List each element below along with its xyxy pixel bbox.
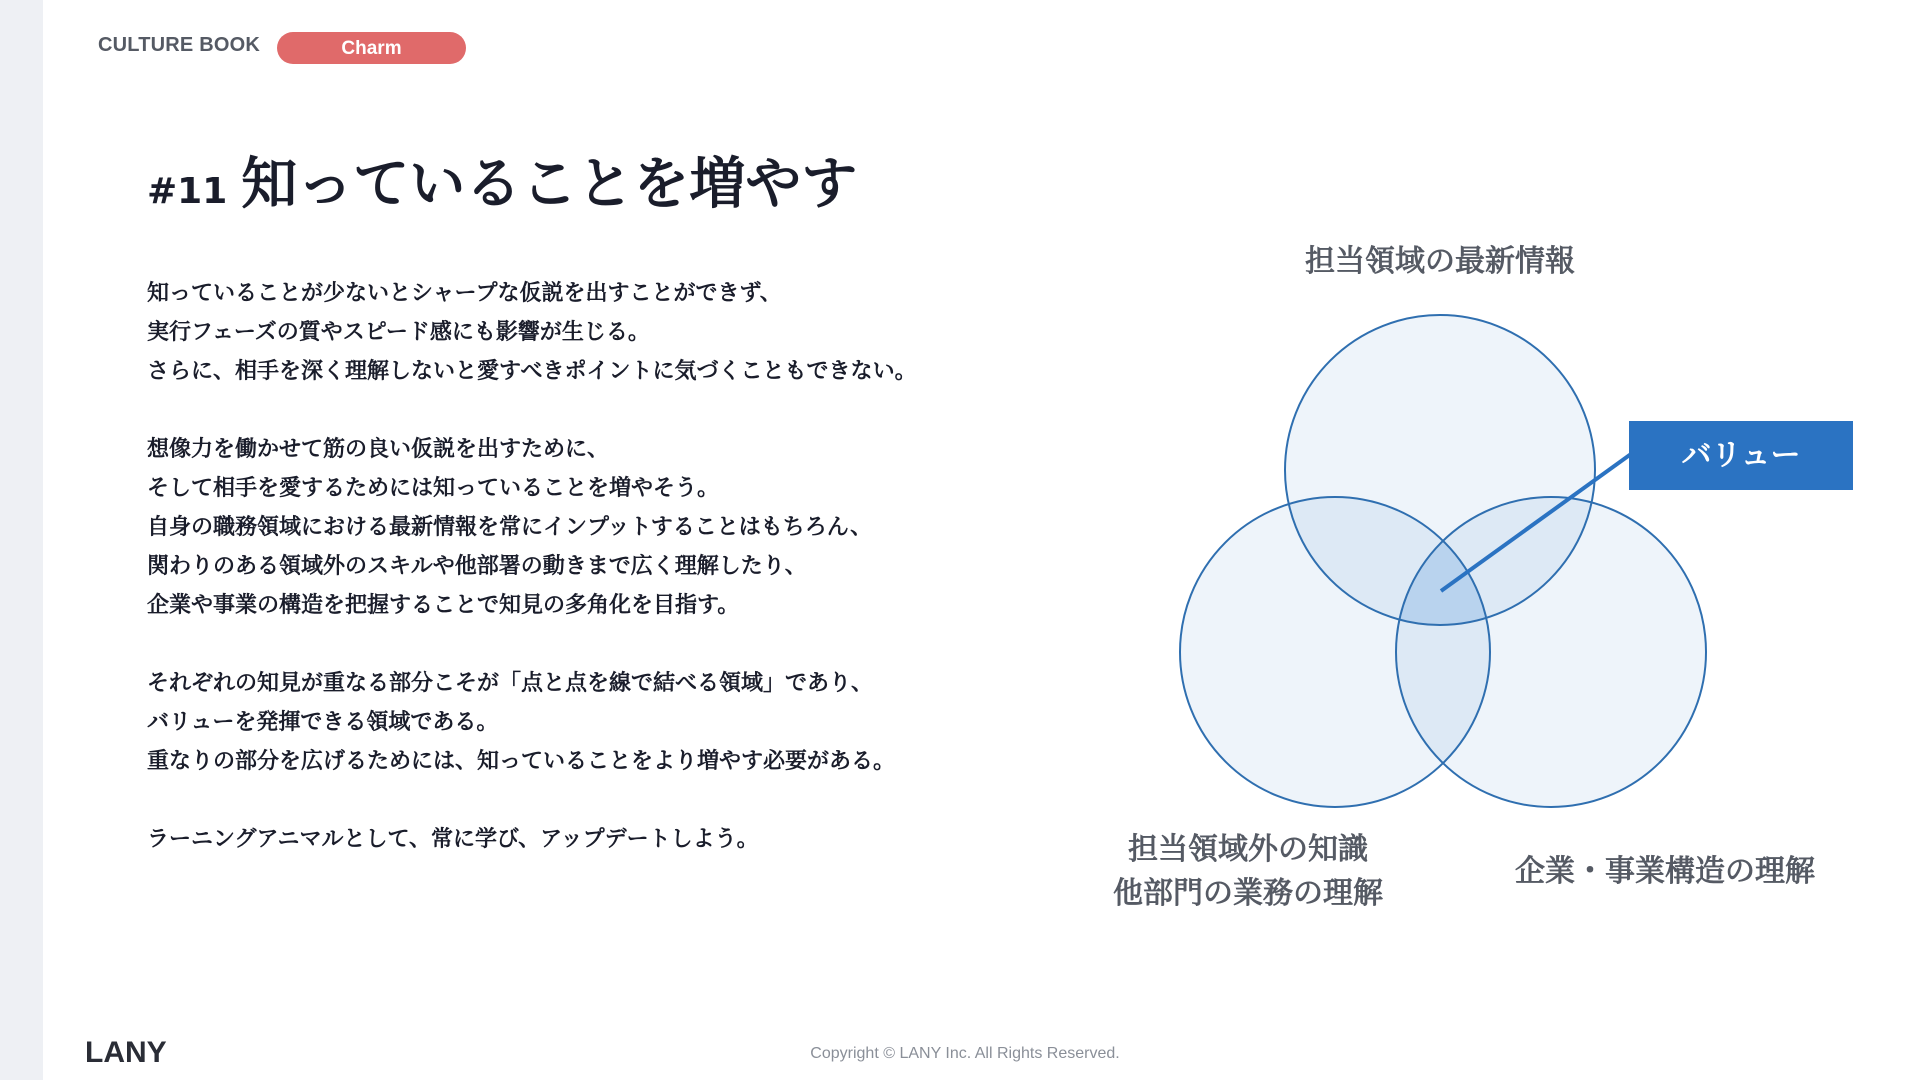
body-line: 自身の職務領域における最新情報を常にインプットすることはもちろん、 — [147, 515, 873, 540]
header-category-tag: Charm — [277, 32, 466, 64]
footer-copyright: Copyright © LANY Inc. All Rights Reserved. — [810, 1045, 1120, 1062]
body-line: 想像力を働かせて筋の良い仮説を出すために、 — [147, 437, 610, 462]
footer-logo: LANY — [85, 1036, 167, 1069]
title-number: #11 — [147, 171, 228, 212]
body-line: 重なりの部分を広げるためには、知っていることをより増やす必要がある。 — [147, 749, 896, 774]
body-line: 企業や事業の構造を把握することで知見の多角化を目指す。 — [147, 593, 740, 618]
body-line: バリューを発揮できる領域である。 — [147, 710, 499, 735]
venn-label-left — [1058, 828, 1438, 916]
body-line: 関わりのある領域外のスキルや他部署の動きまで広く理解したり、 — [147, 554, 807, 579]
header-culture-book-label: CULTURE BOOK — [98, 34, 261, 56]
body-line: 実行フェーズの質やスピード感にも影響が生じる。 — [147, 320, 650, 345]
venn-label-top: 担当領域の最新情報 — [1305, 244, 1575, 279]
value-callout-box: バリュー — [1629, 421, 1853, 490]
venn-label-left-line: 他部門の業務の理解 — [1113, 876, 1383, 911]
title-text: 知っていることを増やす — [241, 152, 858, 217]
body-line: そして相手を愛するためには知っていることを増やそう。 — [147, 476, 720, 501]
body-line: それぞれの知見が重なる部分こそが「点と点を線で結べる領域」であり、 — [147, 671, 874, 696]
venn-label-left-line: 担当領域外の知識 — [1128, 832, 1368, 867]
body-line: 知っていることが少ないとシャープな仮説を出すことができず、 — [147, 281, 782, 306]
body-line: ラーニングアニマルとして、常に学び、アップデートしよう。 — [147, 827, 759, 852]
body-line: さらに、相手を深く理解しないと愛すべきポイントに気づくこともできない。 — [147, 359, 917, 384]
venn-label-right: 企業・事業構造の理解 — [1515, 854, 1815, 889]
